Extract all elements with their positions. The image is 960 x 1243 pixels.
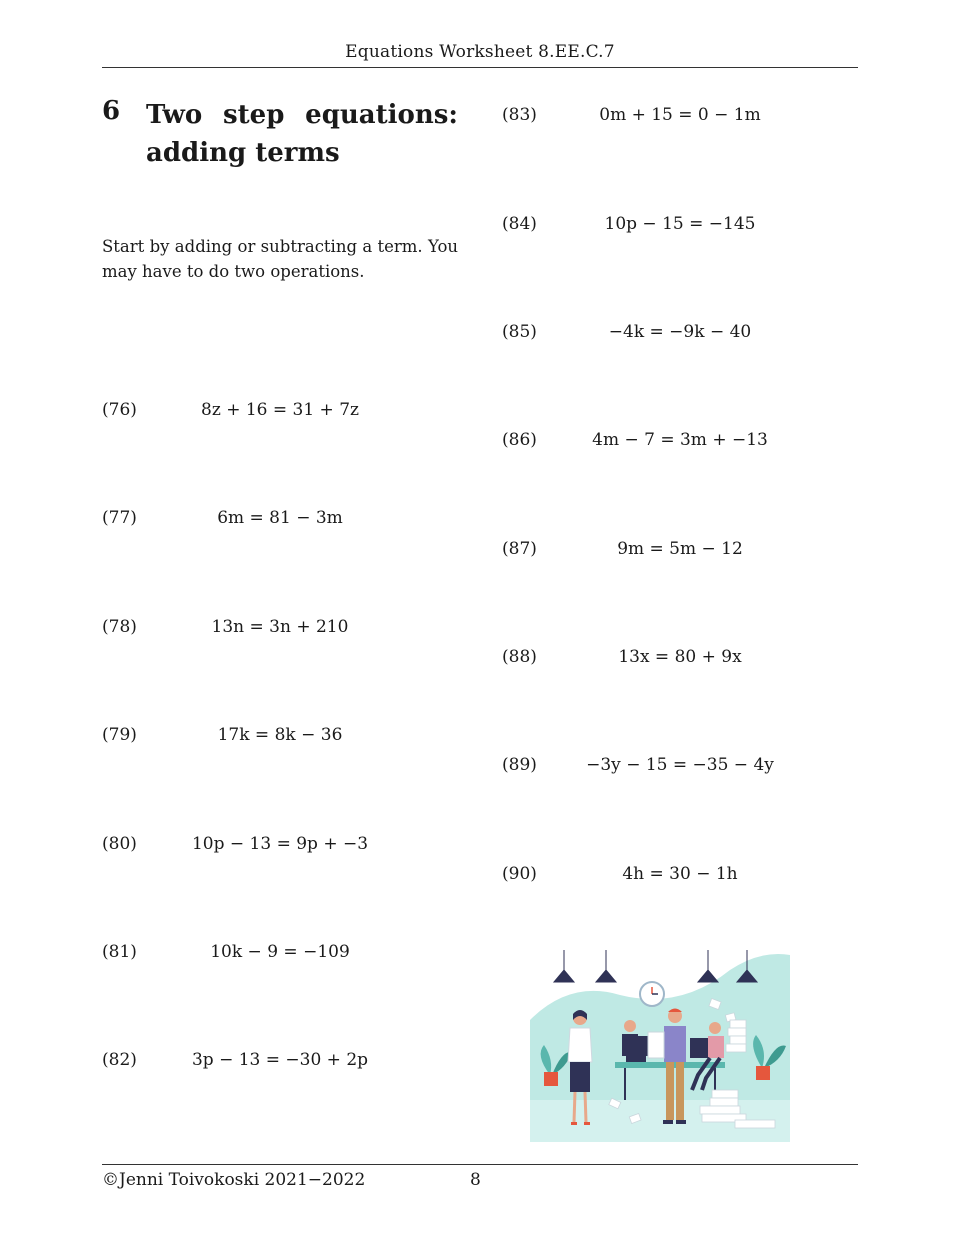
- problem-90: [502, 861, 858, 887]
- problem-equation: 13x = 80 + 9x: [618, 647, 742, 667]
- problem-number: (82): [102, 1050, 137, 1070]
- problem-82: [102, 1047, 458, 1073]
- problem-equation: 9m = 5m − 12: [617, 539, 743, 559]
- clock-icon: [640, 982, 664, 1006]
- section-intro: Start by adding or subtracting a term. You may have to do two operations.: [102, 237, 458, 281]
- problem-78: [102, 614, 458, 640]
- problem-89: [502, 752, 858, 778]
- problem-equation: 0m + 15 = 0 − 1m: [599, 105, 761, 125]
- problem-76: [102, 397, 458, 423]
- problem-number: (87): [502, 539, 537, 559]
- problem-equation: 3p − 13 = −30 + 2p: [191, 1050, 369, 1070]
- section-number: 6: [102, 96, 121, 126]
- problem-84: [502, 211, 858, 237]
- problem-equation: 10p − 15 = −145: [604, 214, 756, 234]
- problem-79: [102, 722, 458, 748]
- problem-number: (89): [502, 755, 537, 775]
- problem-number: (84): [502, 214, 537, 234]
- problem-number: (78): [102, 617, 137, 637]
- problem-number: (88): [502, 647, 537, 667]
- problem-equation: 10k − 9 = −109: [210, 942, 350, 962]
- problem-equation: 17k = 8k − 36: [217, 725, 343, 745]
- problem-81: [102, 939, 458, 965]
- problem-equation: 6m = 81 − 3m: [217, 508, 343, 528]
- problem-80: [102, 831, 458, 857]
- problem-equation: 4h = 30 − 1h: [622, 864, 738, 884]
- problem-number: (85): [502, 322, 537, 342]
- page-header-title: Equations Worksheet 8.EE.C.7: [345, 42, 615, 62]
- problem-equation: 10p − 13 = 9p + −3: [191, 834, 369, 854]
- problem-87: [502, 536, 858, 562]
- problem-number: (80): [102, 834, 137, 854]
- problem-number: (79): [102, 725, 137, 745]
- problem-number: (81): [102, 942, 137, 962]
- page-number: 8: [470, 1170, 481, 1190]
- problem-83: [502, 102, 858, 128]
- problem-86: [502, 427, 858, 453]
- footer-rule: [102, 1164, 858, 1165]
- problem-77: [102, 505, 458, 531]
- footer-copyright: ©Jenni Toivokoski 2021−2022: [102, 1170, 366, 1190]
- problem-equation: 13n = 3n + 210: [211, 617, 349, 637]
- problem-number: (77): [102, 508, 137, 528]
- header-rule: [102, 67, 858, 68]
- problem-number: (76): [102, 400, 137, 420]
- problem-equation: −4k = −9k − 40: [608, 322, 752, 342]
- problem-equation: 4m − 7 = 3m + −13: [592, 430, 768, 450]
- problem-equation: −3y − 15 = −35 − 4y: [586, 755, 774, 775]
- office-illustration: [530, 950, 790, 1142]
- problem-number: (90): [502, 864, 537, 884]
- problem-number: (83): [502, 105, 537, 125]
- section-title: Two step equations: adding terms: [146, 100, 458, 168]
- problem-equation: 8z + 16 = 31 + 7z: [201, 400, 359, 420]
- problem-85: [502, 319, 858, 345]
- problem-88: [502, 644, 858, 670]
- problem-number: (86): [502, 430, 537, 450]
